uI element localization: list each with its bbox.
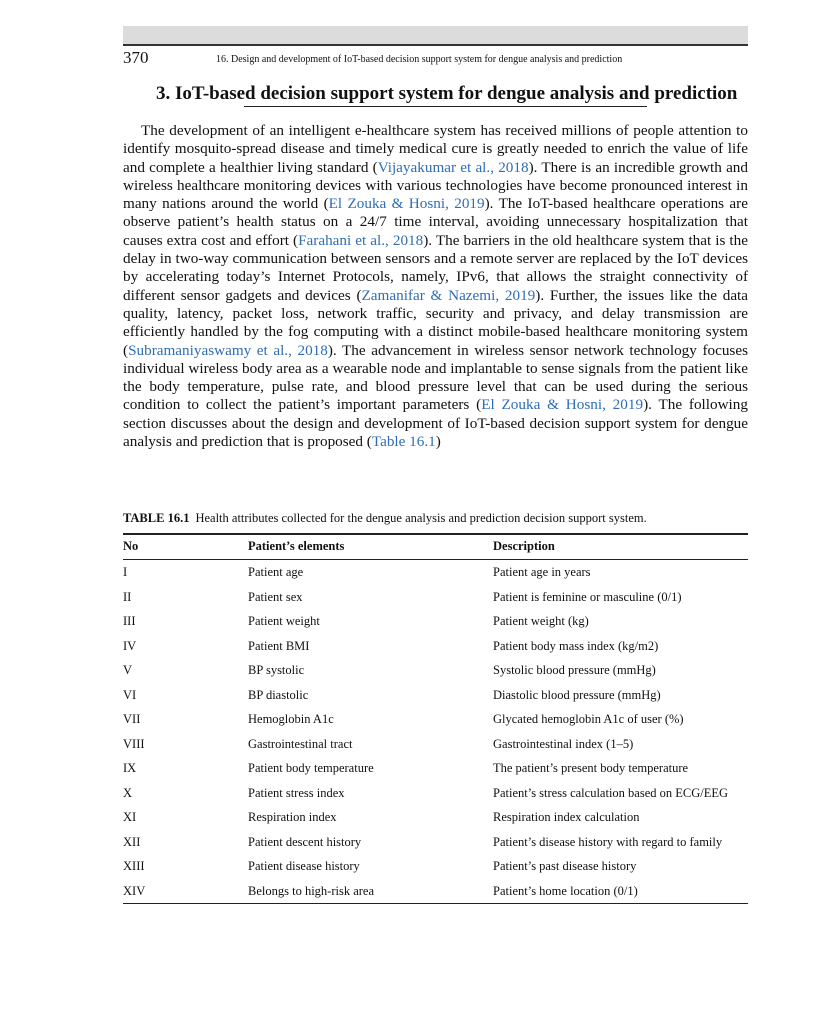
row-number: V (123, 663, 133, 677)
row-element: Patient weight (248, 614, 320, 628)
table-row (123, 761, 748, 781)
row-number: II (123, 589, 132, 604)
row-element: BP diastolic (248, 687, 309, 702)
row-number: X (123, 785, 133, 800)
row-description: Patient age in years (493, 565, 591, 579)
table-header-elements: Patient’s elements (248, 539, 345, 553)
row-element: Patient BMI (248, 638, 310, 653)
citation-link[interactable]: El Zouka & Hosni, 2019 (481, 396, 644, 414)
paragraph-text: ). The advancement in wireless sensor network technology focuses individual wireless body area as a wearable node and implantable to sense signals from the patient like the body temperature, pulse rate, and blood pressure level that can be used during the serious condition to collect the patient’s important parameters ( (123, 341, 748, 414)
header-band (123, 26, 748, 44)
row-number: XII (123, 834, 141, 849)
paragraph-text: The development of an intelligent e-healthcare system has received millions of people attention to identify mosquito-spread disease and timely medical cure is greatly needed to enrich the value of life and complete a healthier living standard ( (123, 122, 748, 176)
table-row (123, 712, 748, 732)
table-row (123, 639, 748, 659)
table-row (123, 688, 748, 708)
row-element: Patient disease history (248, 859, 360, 873)
table-label: TABLE 16.1 (123, 511, 190, 525)
row-number: XIII (123, 859, 145, 873)
table-row (123, 810, 748, 830)
table-top-rule (123, 533, 748, 535)
row-number: IV (123, 638, 137, 653)
table-row (123, 590, 748, 610)
row-element: Patient sex (248, 589, 303, 604)
table-header-description: Description (493, 539, 555, 553)
row-description: Respiration index calculation (493, 810, 640, 824)
table-row (123, 859, 748, 879)
row-description: Systolic blood pressure (mmHg) (493, 663, 656, 677)
table-bottom-rule (123, 903, 748, 904)
body-paragraph (123, 122, 748, 451)
row-number: I (123, 565, 128, 579)
row-number: III (123, 614, 136, 628)
section-title: 3. IoT-based decision support system for dengue analysis and prediction (156, 83, 738, 104)
row-element: Respiration index (248, 810, 337, 824)
table-header-rule (123, 559, 748, 560)
citation-link[interactable]: Farahani et al., 2018 (298, 231, 424, 249)
table-header-no: No (123, 539, 139, 553)
paragraph-text: ) (435, 433, 441, 451)
row-element: Patient stress index (248, 785, 345, 800)
row-element: Hemoglobin A1c (248, 712, 334, 726)
row-number: XI (123, 810, 137, 824)
row-description: Patient weight (kg) (493, 614, 589, 628)
citation-link[interactable]: Subramaniyaswamy et al., 2018 (128, 341, 328, 359)
row-description: The patient’s present body temperature (493, 761, 689, 775)
row-number: VIII (123, 736, 145, 751)
paragraph-text: ). There is an incredible growth and wireless healthcare monitoring devices with various technologies have become pronounced interest in many nations around the world ( (123, 158, 748, 213)
table-caption (123, 511, 647, 526)
table-row (123, 835, 748, 855)
row-description: Patient’s stress calculation based on ECG/EEG (493, 785, 729, 800)
paragraph-text: ). The IoT-based healthcare operations are observe patient’s health status on a 24/7 time interval, avoiding unnecessary hospitalization that causes extra cost and effort ( (123, 195, 748, 249)
row-description: Patient’s disease history with regard to family (493, 834, 723, 849)
row-element: Patient age (248, 565, 304, 579)
row-number: VII (123, 712, 141, 726)
table-row (123, 737, 748, 757)
table-row (123, 565, 748, 585)
row-element: BP systolic (248, 663, 305, 677)
citation-link[interactable]: Zamanifar & Nazemi, 2019 (361, 286, 536, 304)
table-row (123, 884, 748, 904)
running-head: 16. Design and development of IoT-based decision support system for dengue analysis and prediction (216, 54, 623, 65)
paragraph-text: ). The barriers in the old healthcare system that is the delay in two-way communication between sensors and a remote server are replaced by the IoT devices by accelerating today’s Internet Protocols, namely, IPv6, that allows the straight connectivity of different sensor gadgets and devices ( (123, 231, 748, 304)
row-description: Patient body mass index (kg/m2) (493, 638, 659, 653)
paragraph-text: ). Further, the issues like the data quality, latency, packet loss, network traffic, security and privacy, and delay transmission are efficiently handled by the fog computing with a distinct mobile-based healthcare monitoring system ( (123, 286, 749, 359)
row-description: Patient’s home location (0/1) (493, 883, 638, 898)
page-number: 370 (123, 48, 149, 67)
row-element: Belongs to high-risk area (248, 883, 375, 898)
row-number: IX (123, 761, 137, 775)
row-description: Gastrointestinal index (1–5) (493, 736, 634, 751)
row-element: Patient descent history (248, 834, 362, 849)
table-row (123, 614, 748, 634)
row-description: Patient’s past disease history (493, 859, 637, 873)
row-number: XIV (123, 883, 146, 898)
citation-link[interactable]: El Zouka & Hosni, 2019 (328, 195, 485, 213)
table-row (123, 786, 748, 806)
row-description: Glycated hemoglobin A1c of user (%) (493, 712, 684, 726)
row-number: VI (123, 687, 137, 702)
citation-link[interactable]: Vijayakumar et al., 2018 (377, 158, 529, 176)
table-row (123, 663, 748, 683)
title-underline (244, 106, 647, 107)
table-caption-text: Health attributes collected for the dengue analysis and prediction decision support system. (195, 511, 647, 525)
header-rule (123, 44, 748, 46)
row-element: Patient body temperature (248, 761, 374, 775)
paragraph-text: ). The following section discusses about the design and development of IoT-based decision support system for dengue analysis and prediction that is proposed ( (123, 396, 748, 451)
row-description: Patient is feminine or masculine (0/1) (493, 589, 682, 604)
table-reference-link[interactable]: Table 16.1 (371, 433, 436, 451)
row-element: Gastrointestinal tract (248, 736, 353, 751)
row-description: Diastolic blood pressure (mmHg) (493, 687, 661, 702)
